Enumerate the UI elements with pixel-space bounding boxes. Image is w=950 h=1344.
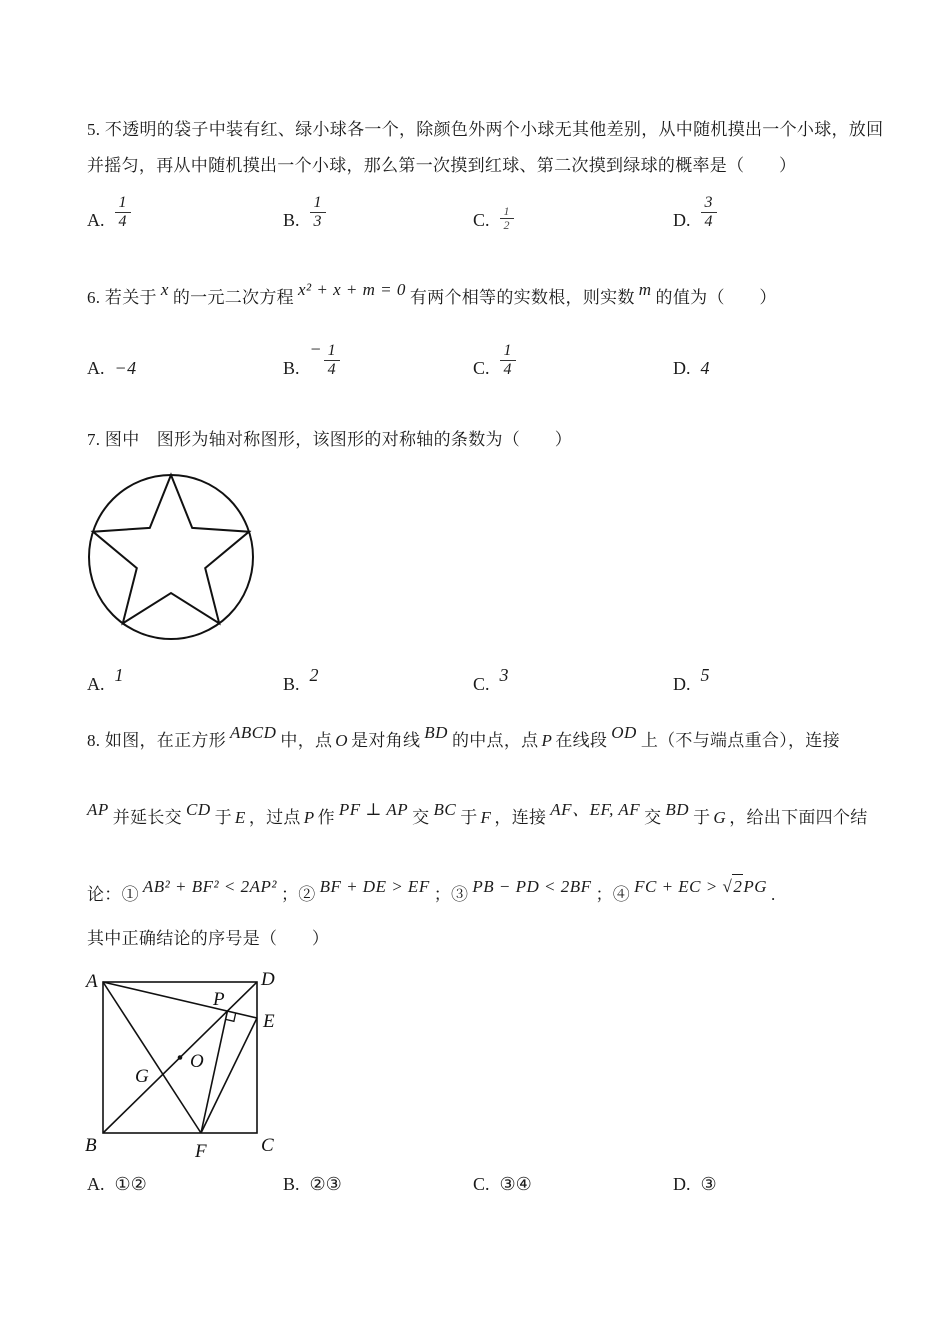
option-label: B.: [283, 358, 300, 378]
var-F: F: [480, 808, 492, 827]
option-label: C.: [473, 674, 490, 694]
math-OD: OD: [611, 723, 637, 742]
q6-equation: x² + x + m = 0: [297, 280, 406, 299]
q6-var-m: m: [638, 280, 652, 299]
q6-option-d: [673, 358, 710, 379]
math-ABCD: ABCD: [230, 723, 277, 742]
q8-option-d: [673, 1174, 717, 1195]
q6-text: 有两个相等的实数根，则实数: [409, 288, 635, 307]
q8-text: 中，点: [280, 731, 333, 750]
q8-text: ；④: [595, 885, 631, 904]
question-6-options: [87, 339, 877, 404]
fraction: $\frac{1}{4}$: [500, 342, 516, 379]
option-label: A.: [87, 358, 105, 378]
option-value: ①②: [114, 1174, 147, 1194]
option-label: D.: [673, 210, 691, 230]
q8-text: 在线段: [555, 731, 608, 750]
q8-option-a: [87, 1174, 147, 1195]
math-conclusion-1: AB² + BF² < 2AP²: [142, 877, 277, 896]
square-figure: [80, 965, 300, 1165]
option-label: C.: [473, 1174, 490, 1194]
math-AF-EF-AF: AF、EF, AF: [550, 800, 641, 819]
option-label: D.: [673, 358, 691, 378]
label-O: O: [190, 1051, 204, 1072]
five-pointed-star: [93, 475, 249, 623]
fraction: $\frac{1}{4}$: [324, 342, 340, 379]
math-CD: CD: [185, 800, 211, 819]
option-label: B.: [283, 210, 300, 230]
option-label: A.: [87, 674, 105, 694]
q8-text: 是对角线: [351, 731, 421, 750]
q8-text: 于: [693, 808, 711, 827]
q6-option-a: [87, 358, 137, 379]
question-5-line-1: 5. 不透明的袋子中装有红、绿小球各一个，除颜色外两个小球无其他差别，从中随机摸出一个小球，放回: [87, 120, 884, 139]
math-conclusion-3: PB − PD < 2BF: [472, 877, 592, 896]
q5-option-b: [283, 194, 326, 250]
line-P-F: [201, 1011, 227, 1133]
question-5-options: [87, 194, 877, 256]
label-B: B: [85, 1135, 97, 1156]
q8-text: 于: [460, 808, 478, 827]
option-value: 5: [700, 665, 710, 685]
q8-text: ；③: [433, 885, 469, 904]
option-label: D.: [673, 674, 691, 694]
option-label: A.: [87, 210, 105, 230]
math-conclusion-2: BF + DE > EF: [319, 877, 430, 896]
q8-text: 于: [214, 808, 232, 827]
question-7-line: 7. 图中 图形为轴对称图形，该图形的对称轴的条数为（ ）: [87, 430, 572, 449]
question-8-line-2: [87, 800, 877, 830]
q8-text: 论：①: [87, 885, 139, 904]
var-O: O: [335, 731, 349, 750]
star-figure: [76, 462, 266, 652]
option-value: ②③: [309, 1174, 342, 1194]
q8-text: ，连接: [494, 808, 547, 827]
math-PF-perp-AP: PF ⊥ AP: [338, 800, 409, 819]
math-conclusion-4: FC + EC > √2PG: [634, 877, 767, 896]
option-value: −4: [114, 358, 137, 378]
q8-option-c: [473, 1174, 532, 1195]
question-7-options: [87, 665, 877, 720]
question-8-line-1: [87, 723, 877, 753]
option-label: D.: [673, 1174, 691, 1194]
q8-text: 的中点，点: [451, 731, 539, 750]
q8-text: 8. 如图，在正方形: [87, 731, 226, 750]
fraction: $\frac{1}{4}$: [115, 194, 131, 231]
q6-text: 6. 若关于: [87, 288, 157, 307]
line-A-E: [103, 982, 257, 1018]
q7-option-b: [283, 665, 320, 695]
q8-text: 并延长交: [112, 808, 182, 827]
label-F: F: [195, 1141, 207, 1162]
math-AP: AP: [87, 800, 109, 819]
q7-option-d: [673, 665, 710, 695]
q8-text: ；②: [280, 885, 316, 904]
q7-option-a: [87, 665, 124, 695]
var-G: G: [713, 808, 727, 827]
line-E-F: [201, 1018, 257, 1133]
circle-outline: [89, 475, 253, 639]
label-D: D: [261, 969, 275, 990]
math-BC: BC: [433, 800, 457, 819]
question-8-line-4: 其中正确结论的序号是（ ）: [87, 929, 330, 948]
q7-option-c: [473, 665, 510, 695]
q8-text: 交: [644, 808, 662, 827]
option-label: C.: [473, 358, 490, 378]
q5-option-d: [673, 194, 717, 250]
q6-var-x: x: [160, 280, 169, 299]
label-G: G: [135, 1066, 149, 1087]
option-value: 1: [114, 665, 124, 685]
q8-text: 作: [317, 808, 335, 827]
q8-text: ，过点: [248, 808, 301, 827]
option-value: 2: [309, 665, 320, 685]
q8-text: ，给出下面四个结: [729, 808, 868, 827]
minus-sign: −: [309, 339, 322, 359]
option-value: ③: [700, 1174, 717, 1194]
fraction: $\frac{1}{3}$: [310, 194, 326, 231]
option-label: B.: [283, 674, 300, 694]
question-5-line-2: 并摇匀，再从中随机摸出一个小球，那么第一次摸到红球、第二次摸到绿球的概率是（ ）: [87, 156, 797, 175]
q6-option-c: [473, 342, 516, 398]
q8-text: 上（不与端点重合），连接: [640, 731, 840, 750]
radicand: 2: [732, 874, 743, 899]
option-value: ③④: [499, 1174, 532, 1194]
sqrt-icon: √: [722, 877, 733, 896]
var-P: P: [541, 731, 553, 750]
q6-text: 的一元二次方程: [172, 288, 294, 307]
option-value: 4: [700, 358, 710, 378]
var-P: P: [303, 808, 315, 827]
point-O-dot: [178, 1055, 183, 1060]
label-C: C: [261, 1135, 274, 1156]
question-8-line-3: [87, 877, 877, 907]
fraction: $\frac{3}{4}$: [701, 194, 717, 231]
q8-option-b: [283, 1174, 342, 1195]
q5-option-c: [473, 204, 514, 243]
q5-option-a: [87, 194, 131, 250]
option-label: C.: [473, 210, 490, 230]
fraction: $\frac{1}{2}$: [500, 205, 514, 232]
line-A-F: [103, 982, 201, 1133]
var-E: E: [234, 808, 246, 827]
option-label: A.: [87, 1174, 105, 1194]
question-6-line: [87, 280, 877, 310]
question-8-options: [87, 1174, 877, 1220]
label-P: P: [213, 989, 225, 1010]
q6-text: 的值为（ ）: [655, 288, 777, 307]
label-E: E: [263, 1011, 275, 1032]
q6-option-b: [283, 339, 340, 398]
option-label: B.: [283, 1174, 300, 1194]
q8-text: .: [771, 885, 776, 904]
label-A: A: [86, 971, 98, 992]
option-value: 3: [499, 665, 510, 685]
math-BD: BD: [665, 800, 690, 819]
q8-text: 交: [412, 808, 430, 827]
math-BD: BD: [424, 723, 448, 742]
